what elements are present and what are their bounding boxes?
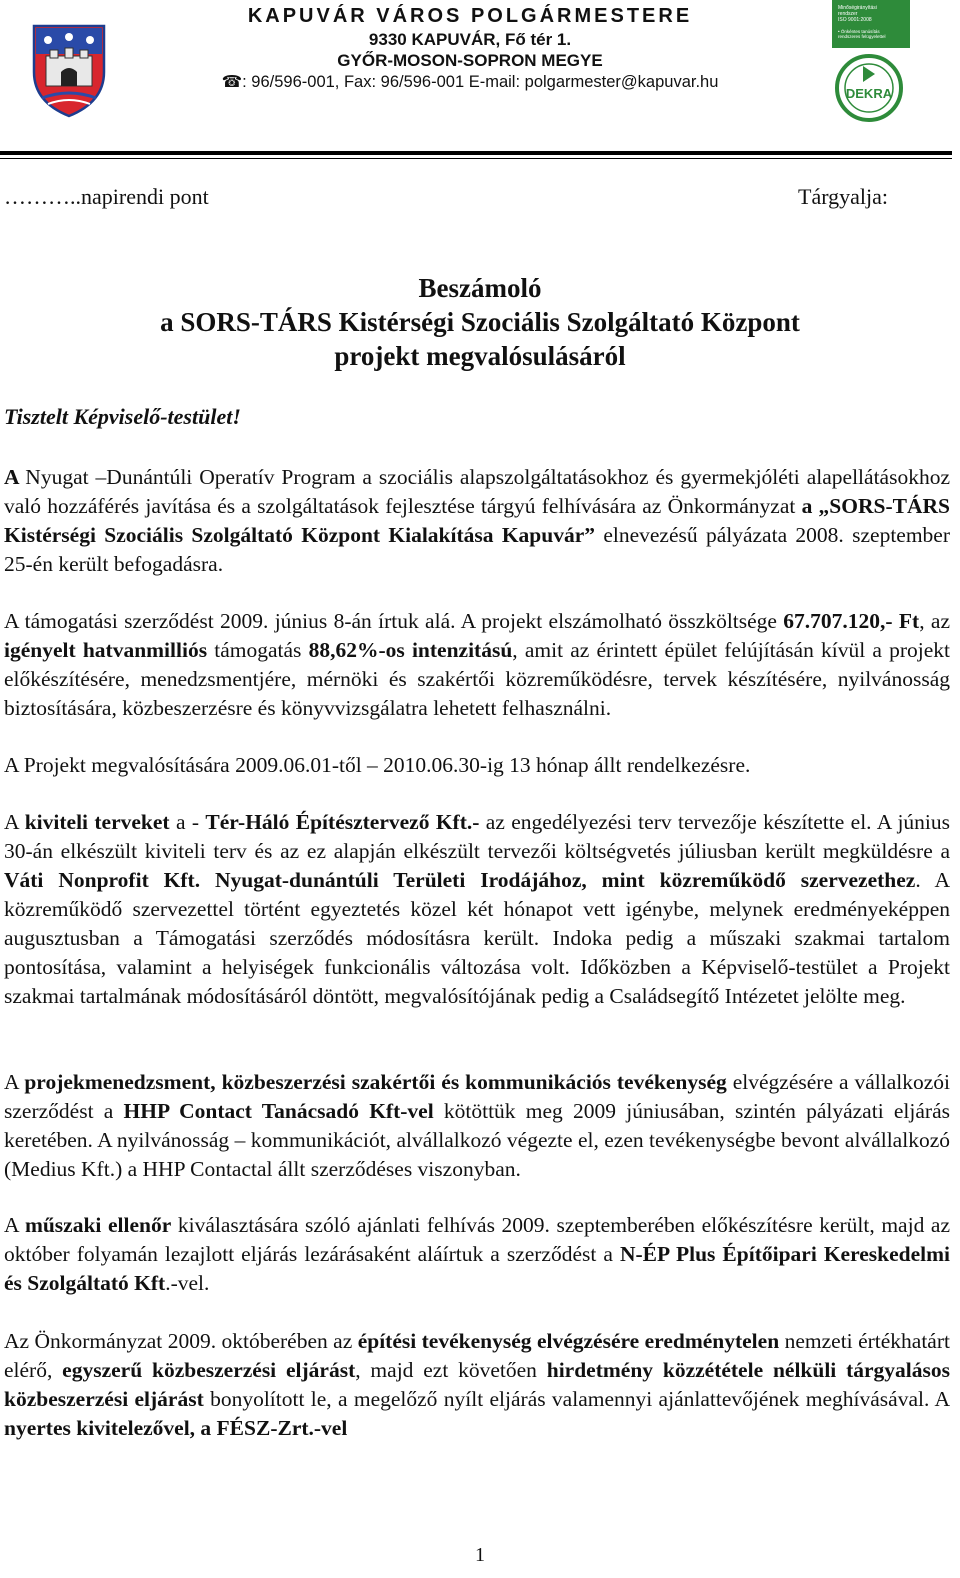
bold-run: HHP Contact Tanácsadó Kft-vel (123, 1099, 434, 1123)
document-title-line2: a SORS-TÁRS Kistérségi Szociális Szolgáltató Központ (160, 307, 800, 337)
body-paragraph-2 (4, 607, 950, 723)
text-run: nemzeti értékhatárt elérő, (4, 1329, 950, 1382)
text-run: , majd ezt követően (355, 1358, 547, 1382)
letterhead-contact-line (120, 72, 820, 92)
page-number: 1 (475, 1544, 485, 1566)
text-run: támogatás (207, 638, 309, 662)
letterhead-county: GYŐR-MOSON-SOPRON MEGYE (337, 51, 603, 70)
letterhead-address: 9330 KAPUVÁR, Fő tér 1. (368, 30, 572, 49)
discussed-by-label: Tárgyalja: (798, 184, 888, 209)
telephone-icon: ☎ (221, 73, 243, 91)
cert-logo-text: DEKRA (845, 86, 893, 101)
cert-top-text: Minőségirányítási rendszer ISO 9001:2008 (838, 5, 877, 23)
body-paragraph-3 (4, 751, 950, 780)
body-paragraph-6 (4, 1211, 950, 1298)
bold-run: nyertes kivitelezővel, a FÉSZ-Zrt.-vel (4, 1416, 348, 1440)
text-run: A (4, 1070, 25, 1094)
bold-run: a „SORS-TÁRS Kistérségi Szociális Szolgáltató Központ Kialakítása Kapuvár” (4, 494, 950, 547)
bold-run: hirdetmény közzététele nélküli tárgyalásos közbeszerzési eljárást (4, 1358, 951, 1411)
text-run: bonyolított le, a megelőző nyílt eljárás valamennyi ajánlattevőjének meghívásával. A (203, 1387, 950, 1411)
text-run: A (4, 1213, 25, 1237)
bold-run: 88,62%-os intenzitású (308, 638, 513, 662)
body-paragraph-7 (4, 1327, 950, 1443)
body-paragraph-1 (4, 463, 950, 579)
document-title-line1: Beszámoló (418, 273, 542, 303)
body-paragraph-5 (4, 1068, 950, 1184)
bold-run: egyszerű közbeszerzési eljárást (62, 1358, 356, 1382)
text-run: a - (169, 810, 206, 834)
text-run: az engedélyezési terv tervezője készítette el. A június 30-án elkészült kiviteli terv és az ez alapján elkészült tervezői költségvetés júliusban került megküldésre a (4, 810, 951, 863)
text-run: , amit az érintett épület felújításán kívül a projekt előkészítésére, menedzsmentjére, mérnöki és szakértői közreműködésre, tervek készítésére, nyilvánosság biztosítására, közbeszerzésre és könyvvizsgálatra lehetett felhasználni. (4, 638, 950, 720)
text-run: . A közreműködő szervezettel történt egyeztetés közel két hónapot vett igénybe, melynek eredményeképpen augusztusban a Támogatási szerződés módosításra került. Indoka pedig a műszaki szakmai tartalom pontosítása, valamint a helyiségek funkcionális változása volt. Időközben a Képviselő-testület a Projekt szakmai tartalmának módosításáról döntött, megvalósítójának pedig a Családsegítő Intézetet jelölte meg. (4, 868, 950, 1008)
agenda-item: ………..napirendi pont (4, 184, 209, 209)
text-run: kiválasztására szóló ajánlati felhívás 2009. szeptemberében előkészítésre került, majd az október folyamán lezajlott eljárás lezárásaként aláírtuk a szerződést a (4, 1213, 950, 1266)
bold-run: építési tevékenység elvégzésére eredménytelen (357, 1329, 780, 1353)
text-run: , az (919, 609, 950, 633)
letterhead-contact: : 96/596-001, Fax: 96/596-001 E-mail: polgarmester@kapuvar.hu (242, 73, 719, 91)
bold-run: projekmenedzsment, közbeszerzési szakértői és kommunikációs tevékenység (24, 1070, 727, 1094)
bold-run: N-ÉP Plus Építőipari Kereskedelmi és Szolgáltató Kft (4, 1242, 951, 1295)
bold-run: 67.707.120,- Ft (783, 609, 920, 633)
document-title-line3: projekt megvalósulásáról (334, 341, 626, 371)
greeting: Tisztelt Képviselő-testület! (4, 404, 241, 429)
bold-run: Tér-Háló Építésztervező Kft.- (205, 810, 480, 834)
text-run: elvégzésére a vállalkozói szerződést a (4, 1070, 951, 1123)
bold-run: kiviteli terveket (24, 810, 170, 834)
letterhead-office: KAPUVÁR VÁROS POLGÁRMESTERE (247, 5, 693, 27)
text-run: A Projekt megvalósítására 2009.06.01-től – 2010.06.30-ig 13 hónap állt rendelkezésre. (4, 753, 751, 777)
bold-run: igényelt hatvanmilliós (4, 638, 208, 662)
text-run: Nyugat –Dunántúli Operatív Program a szociális alapszolgáltatásokhoz és gyermekjóléti alapellátásokhoz való hozzáférés javítása és a szolgáltatások fejlesztése tárgyú felhívására az Önkormányzat (4, 465, 950, 518)
bold-run: A (4, 465, 26, 489)
text-run: A támogatási szerződést 2009. június 8-án írtuk alá. A projekt elszámolható összköltsége (4, 609, 784, 633)
coat-of-arms-logo (28, 20, 110, 118)
text-run: .-vel. (165, 1271, 210, 1295)
letterhead-rule-thick (0, 151, 952, 155)
text-run: Az Önkormányzat 2009. októberében az (4, 1329, 358, 1353)
cert-bottom-text: • Önkéntes tanúsítás rendszeres felügyelettel (838, 29, 886, 39)
body-paragraph-4 (4, 808, 950, 1011)
dekra-certification-badge (832, 0, 910, 122)
text-run: kötöttük meg 2009 júniusában, szintén pályázati eljárás keretében. A nyilvánosság – kommunikációt, alvállalkozó végezte el, ezen tevékenységbe bevont alvállalkozó (Medius Kft.) a HHP Contactal állt szerződéses viszonyban. (4, 1099, 950, 1181)
bold-run: Váti Nonprofit Kft. Nyugat-dunántúli Területi Irodájához, mint közreműködő szervezethez (4, 868, 916, 892)
letterhead-rule-thin (0, 158, 952, 159)
text-run: A (4, 810, 25, 834)
bold-run: műszaki ellenőr (24, 1213, 172, 1237)
text-run: elnevezésű pályázata 2008. szeptember 25-én került befogadásra. (4, 523, 951, 576)
